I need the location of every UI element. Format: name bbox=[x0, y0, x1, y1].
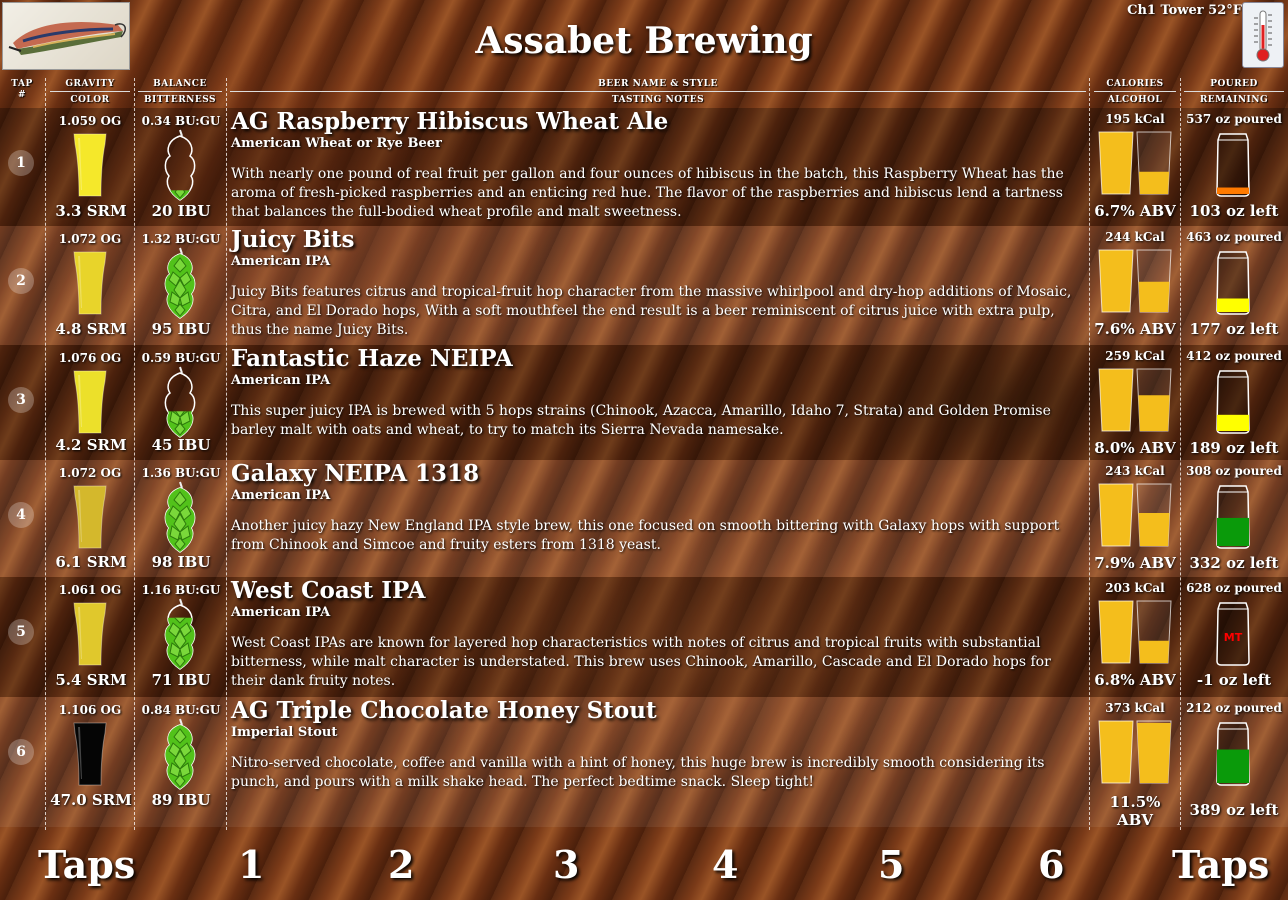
beer-name: Fantastic Haze NEIPA bbox=[231, 345, 513, 372]
abv-value: 6.8% ABV bbox=[1094, 671, 1176, 689]
remaining-amount: 332 oz left bbox=[1189, 554, 1279, 572]
column-divider bbox=[226, 78, 227, 830]
tap-number: 4 bbox=[8, 502, 34, 528]
srm-value: 3.3 SRM bbox=[55, 202, 127, 220]
temperature-readout: Ch1 Tower 52°F bbox=[1127, 3, 1242, 18]
beer-color-glass-icon bbox=[72, 484, 108, 556]
abv-glasses-icon bbox=[1097, 367, 1173, 439]
calories: 373 kCal bbox=[1105, 701, 1165, 715]
abv-glasses-icon bbox=[1097, 719, 1173, 791]
tasting-notes: With nearly one pound of real fruit per gallon and four ounces of hibiscus in the batch, this Raspberry Wheat has the aroma of fresh-picked raspberries and an enticing red hue. The flavor of the raspberries and hibiscus lend a tartness that balances the full-bodied wheat profile and malt sweetness. bbox=[231, 166, 1064, 220]
poured-amount: 212 oz poured bbox=[1186, 701, 1282, 715]
tap-number: 6 bbox=[8, 739, 34, 765]
footer-tap-number: 3 bbox=[553, 842, 580, 887]
beer-name: West Coast IPA bbox=[231, 577, 426, 604]
footer-tap-number: 2 bbox=[388, 842, 415, 887]
srm-value: 47.0 SRM bbox=[50, 791, 132, 809]
beer-style: American IPA bbox=[231, 373, 331, 388]
bu-gu-ratio: 1.32 BU:GU bbox=[141, 232, 221, 246]
bu-gu-ratio: 1.36 BU:GU bbox=[141, 466, 221, 480]
header-beer: BEER NAME & STYLE TASTING NOTES bbox=[230, 78, 1086, 107]
beer-color-glass-icon bbox=[72, 721, 108, 793]
srm-value: 4.8 SRM bbox=[55, 320, 127, 338]
column-divider bbox=[1089, 78, 1090, 830]
hop-bitterness-icon bbox=[160, 717, 200, 797]
tasting-notes: This super juicy IPA is brewed with 5 hops strains (Chinook, Azacca, Amarillo, Idaho 7, Strata) and Golden Promise barley malt with oats and wheat, to try to match its Sierra Nevada namesake. bbox=[231, 403, 1051, 438]
bu-gu-ratio: 0.59 BU:GU bbox=[141, 351, 221, 365]
hop-bitterness-icon bbox=[160, 597, 200, 677]
poured-amount: 412 oz poured bbox=[1186, 349, 1282, 363]
abv-glasses-icon bbox=[1097, 248, 1173, 320]
poured-amount: 308 oz poured bbox=[1186, 464, 1282, 478]
srm-value: 5.4 SRM bbox=[55, 671, 127, 689]
page-title: Assabet Brewing bbox=[475, 20, 813, 62]
original-gravity: 1.061 OG bbox=[58, 583, 122, 597]
hop-bitterness-icon bbox=[160, 365, 200, 445]
beer-style: American Wheat or Rye Beer bbox=[231, 136, 442, 151]
header-gravity: GRAVITY COLOR bbox=[50, 78, 130, 107]
remaining-amount: 389 oz left bbox=[1189, 801, 1279, 819]
column-divider bbox=[134, 78, 135, 830]
bu-gu-ratio: 1.16 BU:GU bbox=[141, 583, 221, 597]
header-balance: BALANCE BITTERNESS bbox=[138, 78, 222, 107]
tasting-notes: Another juicy hazy New England IPA style brew, this one focused on smooth bittering with Galaxy hops with support from Chinook and Simcoe and fruity esters from 1318 yeast. bbox=[231, 518, 1060, 553]
abv-glasses-icon bbox=[1097, 482, 1173, 554]
beer-style: Imperial Stout bbox=[231, 725, 338, 740]
ibu-value: 95 IBU bbox=[151, 320, 211, 338]
svg-text:MT: MT bbox=[1223, 631, 1243, 644]
beer-name: AG Triple Chocolate Honey Stout bbox=[231, 697, 657, 724]
hop-bitterness-icon bbox=[160, 128, 200, 208]
header-poured: POURED REMAINING bbox=[1184, 78, 1284, 107]
keg-level-icon bbox=[1212, 367, 1254, 441]
poured-amount: 463 oz poured bbox=[1186, 230, 1282, 244]
tap-row bbox=[0, 345, 1288, 460]
beer-style: American IPA bbox=[231, 605, 331, 620]
original-gravity: 1.072 OG bbox=[58, 232, 122, 246]
beer-color-glass-icon bbox=[72, 132, 108, 204]
hop-bitterness-icon bbox=[160, 246, 200, 326]
remaining-amount: 103 oz left bbox=[1189, 202, 1279, 220]
keg-level-icon bbox=[1212, 482, 1254, 556]
footer-tap-number: 5 bbox=[878, 842, 905, 887]
footer-taps-label: Taps bbox=[1172, 842, 1270, 887]
calories: 259 kCal bbox=[1105, 349, 1165, 363]
srm-value: 6.1 SRM bbox=[55, 553, 127, 571]
beer-color-glass-icon bbox=[72, 250, 108, 322]
ibu-value: 89 IBU bbox=[151, 791, 211, 809]
abv-glasses-icon bbox=[1097, 599, 1173, 671]
beer-name: Juicy Bits bbox=[231, 226, 355, 253]
footer-tap-number: 1 bbox=[238, 842, 265, 887]
calories: 244 kCal bbox=[1105, 230, 1165, 244]
bu-gu-ratio: 0.84 BU:GU bbox=[141, 703, 221, 717]
header-calories: CALORIES ALCOHOL bbox=[1094, 78, 1176, 107]
tap-row bbox=[0, 697, 1288, 827]
column-divider bbox=[45, 78, 46, 830]
header-tap: TAP # bbox=[11, 79, 33, 100]
abv-value: 8.0% ABV bbox=[1094, 439, 1176, 457]
abv-value: 11.5% ABV bbox=[1109, 793, 1161, 829]
bu-gu-ratio: 0.34 BU:GU bbox=[141, 114, 221, 128]
footer-tap-number: 6 bbox=[1038, 842, 1065, 887]
keg-level-icon bbox=[1212, 719, 1254, 793]
poured-amount: 628 oz poured bbox=[1186, 581, 1282, 595]
tap-row bbox=[0, 460, 1288, 577]
keg-level-icon bbox=[1212, 130, 1254, 204]
original-gravity: 1.072 OG bbox=[58, 466, 122, 480]
remaining-amount: 189 oz left bbox=[1189, 439, 1279, 457]
hop-bitterness-icon bbox=[160, 480, 200, 560]
srm-value: 4.2 SRM bbox=[55, 436, 127, 454]
footer-taps-label: Taps bbox=[38, 842, 136, 887]
remaining-amount: 177 oz left bbox=[1189, 320, 1279, 338]
beer-color-glass-icon bbox=[72, 601, 108, 673]
keg-level-icon bbox=[1212, 599, 1254, 673]
ibu-value: 71 IBU bbox=[151, 671, 211, 689]
abv-glasses-icon bbox=[1097, 130, 1173, 202]
thermometer-icon bbox=[1242, 2, 1284, 68]
tap-row bbox=[0, 577, 1288, 697]
beer-style: American IPA bbox=[231, 488, 331, 503]
beer-name: AG Raspberry Hibiscus Wheat Ale bbox=[231, 108, 669, 135]
column-divider bbox=[1180, 78, 1181, 830]
ibu-value: 20 IBU bbox=[151, 202, 211, 220]
poured-amount: 537 oz poured bbox=[1186, 112, 1282, 126]
calories: 243 kCal bbox=[1105, 464, 1165, 478]
beer-style: American IPA bbox=[231, 254, 331, 269]
abv-value: 6.7% ABV bbox=[1094, 202, 1176, 220]
beer-name: Galaxy NEIPA 1318 bbox=[231, 460, 480, 487]
tap-number: 1 bbox=[8, 150, 34, 176]
original-gravity: 1.059 OG bbox=[58, 114, 122, 128]
calories: 195 kCal bbox=[1105, 112, 1165, 126]
abv-value: 7.6% ABV bbox=[1094, 320, 1176, 338]
tap-number: 5 bbox=[8, 619, 34, 645]
tap-row bbox=[0, 108, 1288, 226]
remaining-amount: -1 oz left bbox=[1196, 671, 1272, 689]
ibu-value: 98 IBU bbox=[151, 553, 211, 571]
footer-tap-number: 4 bbox=[712, 842, 739, 887]
tasting-notes: Juicy Bits features citrus and tropical-fruit hop character from the massive whirlpool and dry-hop additions of Mosaic, Citra, and El Dorado hops, With a soft mouthfeel the end result is a beer reminiscent of citrus juice with extra pulp, thus the name Juicy Bits. bbox=[231, 284, 1072, 338]
calories: 203 kCal bbox=[1105, 581, 1165, 595]
tap-row bbox=[0, 226, 1288, 345]
keg-level-icon bbox=[1212, 248, 1254, 322]
original-gravity: 1.076 OG bbox=[58, 351, 122, 365]
beer-color-glass-icon bbox=[72, 369, 108, 441]
tasting-notes: Nitro-served chocolate, coffee and vanilla with a hint of honey, this huge brew is incredibly smooth considering its punch, and pours with a milk shake head. The perfect bedtime snack. Sleep tight! bbox=[231, 755, 1045, 790]
tap-number: 3 bbox=[8, 387, 34, 413]
ibu-value: 45 IBU bbox=[151, 436, 211, 454]
original-gravity: 1.106 OG bbox=[58, 703, 122, 717]
tasting-notes: West Coast IPAs are known for layered hop characteristics with notes of citrus and tropical fruits with substantial bitterness, while malt character is understated. This brew uses Chinook, Amarillo, Cascade and El Dorado hops for their dank fruity notes. bbox=[231, 635, 1051, 689]
tap-number: 2 bbox=[8, 268, 34, 294]
abv-value: 7.9% ABV bbox=[1094, 554, 1176, 572]
